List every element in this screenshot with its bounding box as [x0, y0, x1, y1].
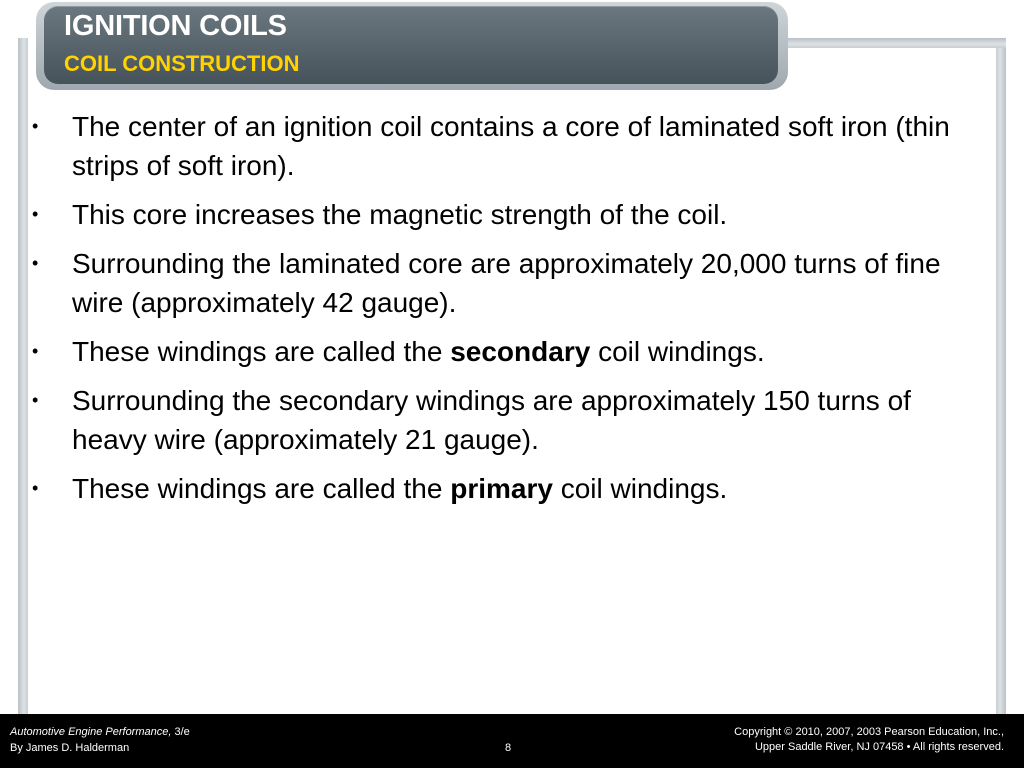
footer-copyright-line1: Copyright © 2010, 2007, 2003 Pearson Education, Inc., [734, 726, 1004, 738]
bullet-bold-term: primary [450, 473, 553, 504]
frame-right-rail [996, 38, 1006, 714]
bullet-text-before: These windings are called the [72, 336, 451, 367]
bullet-text: This core increases the magnetic strength of the coil. [72, 199, 728, 230]
bullet-text: The center of an ignition coil contains a core of laminated soft iron (thin strips of soft iron). [72, 111, 950, 181]
bullet-bold-term: secondary [450, 336, 591, 367]
bullet-text: Surrounding the secondary windings are approximately 150 turns of heavy wire (approximately 21 gauge). [72, 385, 911, 455]
bullet-list [30, 107, 980, 518]
slide-title: IGNITION COILS [64, 10, 287, 42]
bullet-item [30, 244, 980, 322]
bullet-icon: • [32, 204, 39, 224]
bullet-text-before: These windings are called the [72, 473, 451, 504]
bullet-text-after: coil windings. [552, 473, 728, 504]
bullet-icon: • [32, 116, 39, 136]
bullet-icon: • [32, 341, 39, 361]
bullet-icon: • [32, 478, 39, 498]
footer-edition: 3/e [171, 726, 190, 738]
bullet-icon: • [32, 390, 39, 410]
bullet-item [30, 332, 980, 371]
frame-top-rail [760, 38, 1006, 48]
bullet-text-after: coil windings. [590, 336, 765, 367]
footer-book-title: Automotive Engine Performance, [10, 726, 172, 738]
bullet-icon: • [32, 253, 39, 273]
footer-book-info [10, 726, 190, 738]
page-number: 8 [505, 742, 512, 754]
footer [0, 714, 1024, 768]
footer-copyright-line2: Upper Saddle River, NJ 07458 • All rights reserved. [754, 741, 1004, 753]
footer-author: By James D. Halderman [10, 742, 130, 754]
bullet-text: Surrounding the laminated core are approximately 20,000 turns of fine wire (approximately 42 gauge). [72, 248, 941, 318]
bullet-item [30, 469, 980, 508]
bullet-item [30, 195, 980, 234]
bullet-item [30, 381, 980, 459]
frame-left-rail [18, 38, 28, 714]
slide-subtitle: COIL CONSTRUCTION [64, 51, 300, 76]
bullet-item [30, 107, 980, 185]
